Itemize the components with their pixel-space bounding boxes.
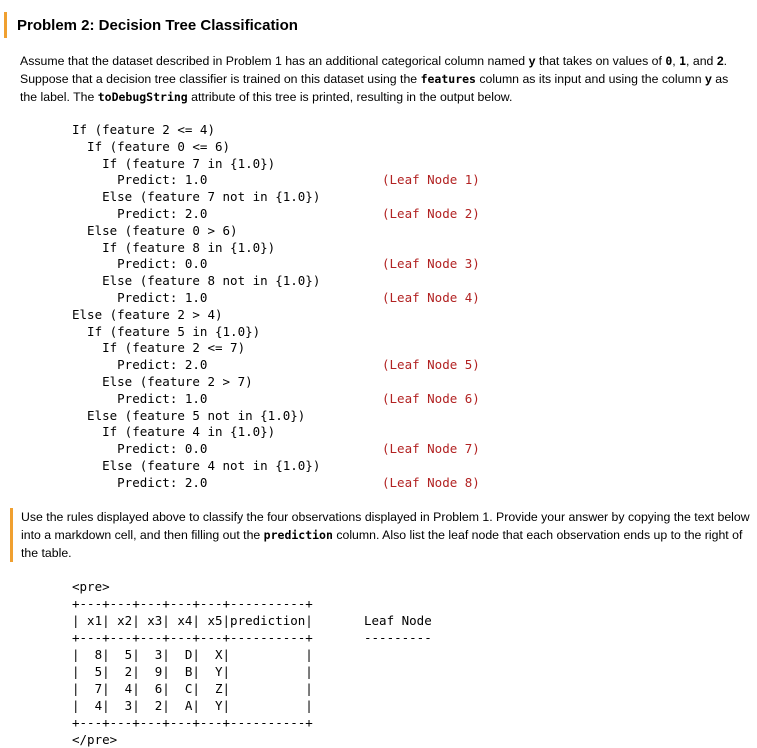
tree-line-text: Else (feature 2 > 4) xyxy=(72,306,223,322)
pre-close-tag: </pre> xyxy=(72,732,118,747)
intro-text-1: Assume that the dataset described in Problem 1 has an additional categorical column named xyxy=(20,54,529,68)
tree-line-text: Else (feature 4 not in {1.0}) xyxy=(72,457,321,473)
tree-line-text: Predict: 1.0 xyxy=(72,289,208,305)
leaf-label: (Leaf Node 7) xyxy=(382,441,480,457)
tree-line-text: If (feature 0 <= 6) xyxy=(72,138,231,154)
tree-line xyxy=(72,458,492,475)
leaf-label: (Leaf Node 3) xyxy=(382,256,480,272)
question-text-2: column. Also list the leaf node that each observation ends up to the right of the table. xyxy=(21,528,743,560)
tree-line-text: Else (feature 8 not in {1.0}) xyxy=(72,273,321,289)
question-paragraph xyxy=(21,508,756,562)
tree-line xyxy=(72,340,492,357)
intro-features: features xyxy=(420,72,476,86)
tree-line xyxy=(72,273,492,290)
leaf-node-rule: --------- xyxy=(364,630,432,645)
pre-open-tag: <pre> xyxy=(72,579,110,594)
leaf-node-header xyxy=(364,612,432,646)
tree-line xyxy=(72,424,492,441)
tree-line xyxy=(72,256,492,273)
leaf-label: (Leaf Node 8) xyxy=(382,474,480,490)
intro-text-3: , xyxy=(672,54,680,68)
tree-line xyxy=(72,475,492,492)
tree-line-text: Predict: 1.0 xyxy=(72,390,208,406)
question-prediction: prediction xyxy=(263,528,333,542)
problem-title-block xyxy=(4,12,298,38)
table-border: +---+---+---+---+---+----------+ xyxy=(72,630,313,645)
problem-title: Problem 2: Decision Tree Classification xyxy=(17,16,298,34)
tree-line-text: If (feature 4 in {1.0}) xyxy=(72,424,276,440)
tree-line xyxy=(72,206,492,223)
question-block xyxy=(10,508,756,562)
intro-text-2: that takes on values of xyxy=(535,54,666,68)
table-header: | x1| x2| x3| x4| x5|prediction| xyxy=(72,613,313,628)
tree-line xyxy=(72,156,492,173)
tree-line xyxy=(72,189,492,206)
tree-line xyxy=(72,408,492,425)
intro-y: y xyxy=(528,54,536,68)
tree-line xyxy=(72,139,492,156)
table-border: +---+---+---+---+---+----------+ xyxy=(72,596,313,611)
tree-line xyxy=(72,290,492,307)
tree-line xyxy=(72,391,492,408)
intro-text-5: . Suppose that a decision tree classifier is trained on this dataset using the xyxy=(20,54,728,86)
intro-text-7: as the label. The xyxy=(20,72,729,104)
leaf-label: (Leaf Node 2) xyxy=(382,205,480,221)
decision-tree-output xyxy=(72,122,492,492)
tree-line xyxy=(72,223,492,240)
tree-line-text: If (feature 2 <= 4) xyxy=(72,122,215,137)
intro-text-8: attribute of this tree is printed, resulting in the output below. xyxy=(187,90,513,104)
table-row: | 8| 5| 3| D| X| | xyxy=(72,647,313,662)
leaf-node-label: Leaf Node xyxy=(364,613,432,628)
intro-debug-string: toDebugString xyxy=(97,90,188,104)
leaf-label: (Leaf Node 4) xyxy=(382,289,480,305)
intro-value-1: 1 xyxy=(679,54,687,68)
question-text-1: Use the rules displayed above to classify the four observations displayed in Problem 1. Provide your answer by copying the text below into a markdown cell, and then filling out the xyxy=(21,510,750,542)
table-row: | 7| 4| 6| C| Z| | xyxy=(72,681,313,696)
intro-y-2: y xyxy=(704,72,712,86)
tree-line-text: Else (feature 7 not in {1.0}) xyxy=(72,189,321,205)
table-row: | 4| 3| 2| A| Y| | xyxy=(72,698,313,713)
tree-line xyxy=(72,374,492,391)
tree-line xyxy=(72,441,492,458)
leaf-label: (Leaf Node 1) xyxy=(382,172,480,188)
leaf-label: (Leaf Node 5) xyxy=(382,357,480,373)
tree-line xyxy=(72,240,492,257)
tree-line-text: Else (feature 0 > 6) xyxy=(72,222,238,238)
intro-text-4: , and xyxy=(686,54,717,68)
tree-line xyxy=(72,357,492,374)
leaf-label: (Leaf Node 6) xyxy=(382,390,480,406)
tree-line-text: Predict: 2.0 xyxy=(72,357,208,373)
tree-line xyxy=(72,324,492,341)
tree-line xyxy=(72,172,492,189)
tree-line xyxy=(72,307,492,324)
answer-template xyxy=(72,578,313,748)
tree-line-text: Predict: 1.0 xyxy=(72,172,208,188)
tree-line-text: Predict: 2.0 xyxy=(72,205,208,221)
table-border: +---+---+---+---+---+----------+ xyxy=(72,715,313,730)
intro-value-0: 0 xyxy=(665,54,673,68)
tree-line-text: If (feature 2 <= 7) xyxy=(72,340,246,356)
tree-line-text: Else (feature 5 not in {1.0}) xyxy=(72,407,306,423)
tree-line-text: Predict: 0.0 xyxy=(72,256,208,272)
tree-line-text: Predict: 2.0 xyxy=(72,474,208,490)
intro-text-6: column as its input and using the column xyxy=(475,72,705,86)
tree-line xyxy=(72,122,492,139)
tree-line-text: Predict: 0.0 xyxy=(72,441,208,457)
table-row: | 5| 2| 9| B| Y| | xyxy=(72,664,313,679)
intro-paragraph xyxy=(20,52,740,106)
tree-line-text: If (feature 5 in {1.0}) xyxy=(72,323,261,339)
intro-value-2: 2 xyxy=(716,54,724,68)
tree-line-text: If (feature 8 in {1.0}) xyxy=(72,239,276,255)
tree-line-text: Else (feature 2 > 7) xyxy=(72,373,253,389)
tree-line-text: If (feature 7 in {1.0}) xyxy=(72,155,276,171)
